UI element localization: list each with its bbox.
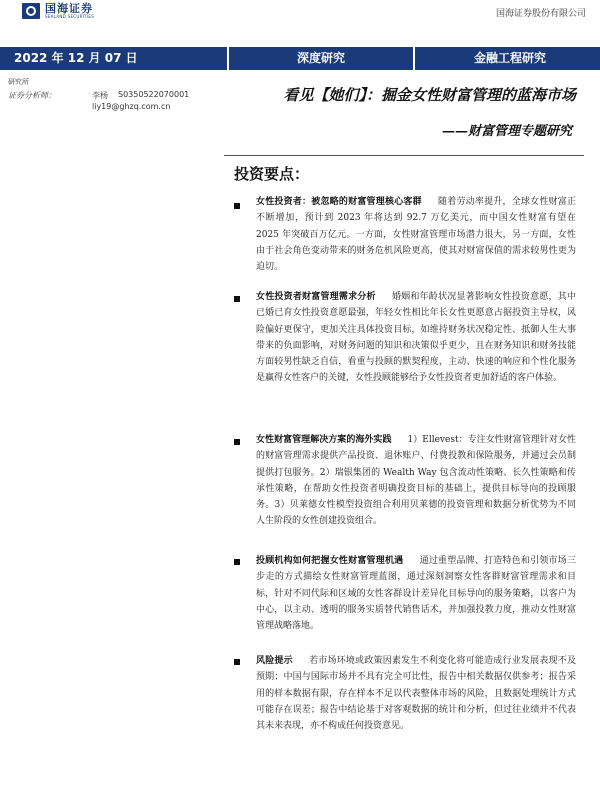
key-point-heading: 女性投资者财富管理需求分析 bbox=[256, 292, 376, 302]
key-point-body: 婚姻和年龄状况显著影响女性投资意愿，其中已婚已育女性投资意愿最强，年轻女性相比年长女性更愿意占据投资主导权，风险偏好更保守，更加关注具体投资目标，如维持财务状况稳定性、抵御人生大事带来的负面影响，对财务问题的知识和决策似乎更少，且在财务知识和财务技能方面较男性缺乏自信，看重与投顾的默契程度，主动、快速的响应和个性化服务是赢得女性客户的关键，女性投顾能够给予女性投资者更加舒适的客户体验。 bbox=[256, 292, 576, 384]
info-bar bbox=[0, 47, 600, 70]
bullet-icon bbox=[234, 559, 240, 565]
key-point bbox=[256, 553, 576, 634]
bar-divider bbox=[413, 47, 415, 70]
key-point-body: 随着劳动率提升，全球女性财富正不断增加，预计到 2023 年将达到 92.7 万亿美元，而中国女性财富有望在 2025 年突破百万亿元。一方面，女性财富管理市场潜力很大，另一方面，女性由于社会角色变动带来的财务危机风险更高，使其对财富保值的需求较男性更为迫切。 bbox=[256, 197, 576, 273]
divider-rule bbox=[224, 155, 584, 156]
institute-label: 研究所 bbox=[8, 78, 29, 86]
bullet-icon bbox=[234, 439, 240, 445]
analyst-label: 证券分析师： bbox=[8, 91, 56, 100]
key-point bbox=[256, 289, 576, 387]
analyst-email[interactable]: liy19@ghzq.com.cn bbox=[92, 102, 171, 111]
report-subtitle: ——财富管理专题研究 bbox=[441, 124, 572, 139]
report-type: 深度研究 bbox=[297, 51, 346, 65]
key-point bbox=[256, 653, 576, 734]
bullet-icon bbox=[234, 296, 240, 302]
key-point bbox=[256, 432, 576, 530]
section-title: 投资要点： bbox=[234, 165, 310, 183]
analyst-name: 李杨 bbox=[92, 91, 108, 100]
bullet-icon bbox=[234, 659, 240, 665]
report-title: 看见【她们】：掘金女性财富管理的蓝海市场 bbox=[283, 86, 576, 104]
bullet-icon bbox=[234, 203, 240, 209]
key-point-heading: 女性财富管理解决方案的海外实践 bbox=[256, 435, 392, 445]
logo-name-en: SEALAND SECURITIES bbox=[45, 13, 95, 19]
key-point-body: 通过重塑品牌、打造特色和引领市场三步走的方式描绘女性财富管理蓝图，通过深刻洞察女性客群财富管理需求和目标，针对不同代际和区域的女性客群设计差异化目标导向的服务策略，以客户为中心，以主动、透明的服务实质替代销售话术，并加强投教力度，推动女性财富管理战略落地。 bbox=[256, 556, 576, 632]
logo-name-cn: 国海证券 bbox=[45, 1, 93, 15]
key-point-heading: 投顾机构如何把握女性财富管理机遇 bbox=[256, 556, 404, 566]
company-logo bbox=[22, 2, 94, 20]
key-point-heading: 风险提示 bbox=[256, 656, 293, 666]
key-point-body: 1）Ellevest：专注女性财富管理针对女性的财富管理需求提供产品投资、退休账户、付费投教和保险服务，并通过会员制提供打包服务。2）瑞银集团的 Wealth Way 包含流动性策略、长久性策略和传承性策略，在帮助女性投资者明确投资目标的基础上，提供目标导向的投顾服务。3）贝莱德女性模型投资组合利用贝莱德的投资管理和数据分析优势为不同人生阶段的女性创建投资组合。 bbox=[256, 435, 576, 527]
key-point-heading: 女性投资者：被忽略的财富管理核心客群 bbox=[256, 197, 422, 207]
key-point bbox=[256, 194, 576, 275]
key-point-body: 若市场环境或政策因素发生不利变化将可能造成行业发展表现不及预期；中国与国际市场并不具有完全可比性，报告中相关数据仅供参考；报告采用的样本数据有限，存在样本不足以代表整体市场的风险，且数据处理统计方式可能存在误差；报告中结论基于对客观数据的统计和分析，但过往业绩并不代表其未来表现，亦不构成任何投资意见。 bbox=[256, 656, 576, 732]
analyst-id: S0350522070001 bbox=[118, 90, 190, 99]
report-category: 金融工程研究 bbox=[474, 51, 547, 65]
logo-icon bbox=[22, 3, 40, 19]
page-header bbox=[0, 0, 600, 22]
company-name: 国海证券股份有限公司 bbox=[495, 9, 586, 19]
report-date: 2022 年 12 月 07 日 bbox=[14, 51, 138, 65]
bar-divider bbox=[227, 47, 229, 70]
